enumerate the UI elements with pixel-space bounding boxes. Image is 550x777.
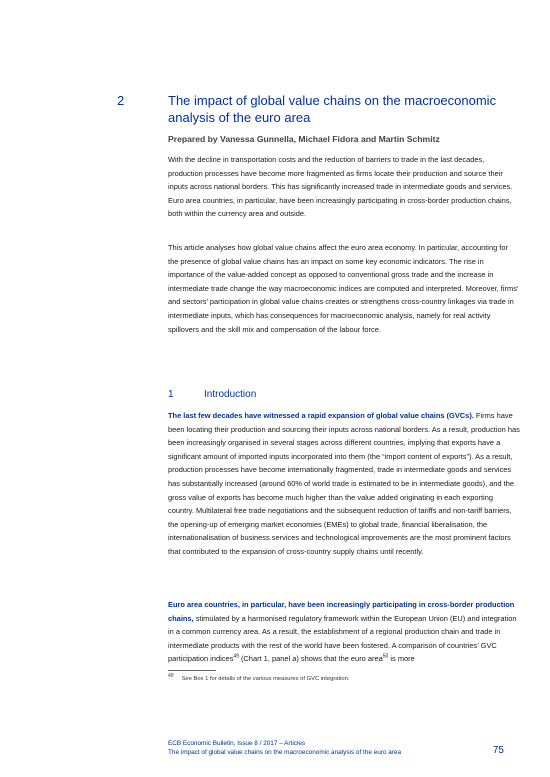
abstract-paragraph-2: This article analyses how global value chains affect the euro area economy. In particular, accounting for the presence of global value chains has an impact on some key economic indicators. The rise in importance of the value-added concept as opposed to conventional gross trade and the increase in intermediate trade change the way macroeconomic indices are computed and interpreted. Moreover, firms’ and sectors’ participation in global value chains creates or strengthens cross-country linkages via trade in intermediate inputs, which has consequences for macroeconomic analysis, namely for real activity spillovers and the skill mix and compensation of the labour force.	[168, 243, 519, 334]
intro-paragraph-2-lead: Euro area countries, in particular, have been increasingly participating in cross-border production chains,	[168, 600, 515, 623]
footnote-text: See Box 1 for details of the various measures of GVC integration.	[181, 675, 350, 682]
footer-article-title: The impact of global value chains on the macroeconomic analysis of the euro area	[168, 749, 402, 756]
page-footer	[168, 739, 518, 757]
intro-paragraph-2	[168, 598, 520, 666]
page-number: 75	[492, 745, 504, 756]
intro-paragraph-1-lead: The last few decades have witnessed a rapid expansion of global value chains (GVCs).	[168, 411, 474, 420]
footer-publication: ECB Economic Bulletin, Issue 8 / 2017 – Articles	[168, 740, 306, 747]
intro-paragraph-1-body: Firms have been locating their production and sourcing their inputs across national borders. As a result, production has been increasingly organised in several stages across different countries, implying that exports have a significant amount of imported inputs incorporated into them (the “import content of exports”). As a result, production processes have become internationally fragmented, trade in intermediate goods and services has substantially increased (around 60% of world trade is estimated to be in intermediate goods), and the gross value of exports has become much higher than the value added originating in each exporting country. Multilateral free trade negotiations and the subsequent reduction of tariffs and non-tariff barriers, the opening-up of emerging market economies (EMEs) to global trade, financial liberalisation, the internationalisation of business services and technological improvements are the most prominent factors that contributed to the expansion of cross-country supply chains until recently.	[168, 411, 520, 556]
intro-section-number: 1	[168, 389, 174, 400]
byline: Prepared by Vanessa Gunnella, Michael Fidora and Martin Schmitz	[168, 134, 440, 144]
footnote-49	[168, 673, 518, 682]
intro-paragraph-2-body-b: (Chart 1, panel a) shows that the euro area	[238, 654, 383, 664]
article-title: The impact of global value chains on the macroeconomic analysis of the euro area	[168, 93, 497, 125]
intro-paragraph-1	[168, 409, 520, 559]
intro-section-heading: Introduction	[204, 389, 257, 400]
footnote-number: 49	[168, 673, 174, 679]
abstract-paragraph-1: With the decline in transportation costs and the reduction of barriers to trade in the last decades, production processes have become more fragmented as firms locate their production and source their inputs across national borders. This has significantly increased trade in intermediate goods and services. Euro area countries, in particular, have been increasingly participating in cross-border production chains, both within the currency area and outside.	[168, 155, 513, 219]
footnote-divider	[168, 670, 216, 671]
intro-paragraph-2-body-c: is more	[388, 654, 415, 664]
section-number: 2	[117, 93, 125, 108]
footnote-ref-50[interactable]: 50	[382, 653, 389, 660]
footnote-ref-49[interactable]: 49	[233, 653, 239, 660]
intro-paragraph-2-body-a: stimulated by a harmonised regulatory framework within the European Union (EU) and integration in a common currency area. As a result, the establishment of a regional production chain and trade in intermediate products with the rest of the world have been fostered. A comparison of countries’ GVC participation indices	[168, 613, 517, 664]
